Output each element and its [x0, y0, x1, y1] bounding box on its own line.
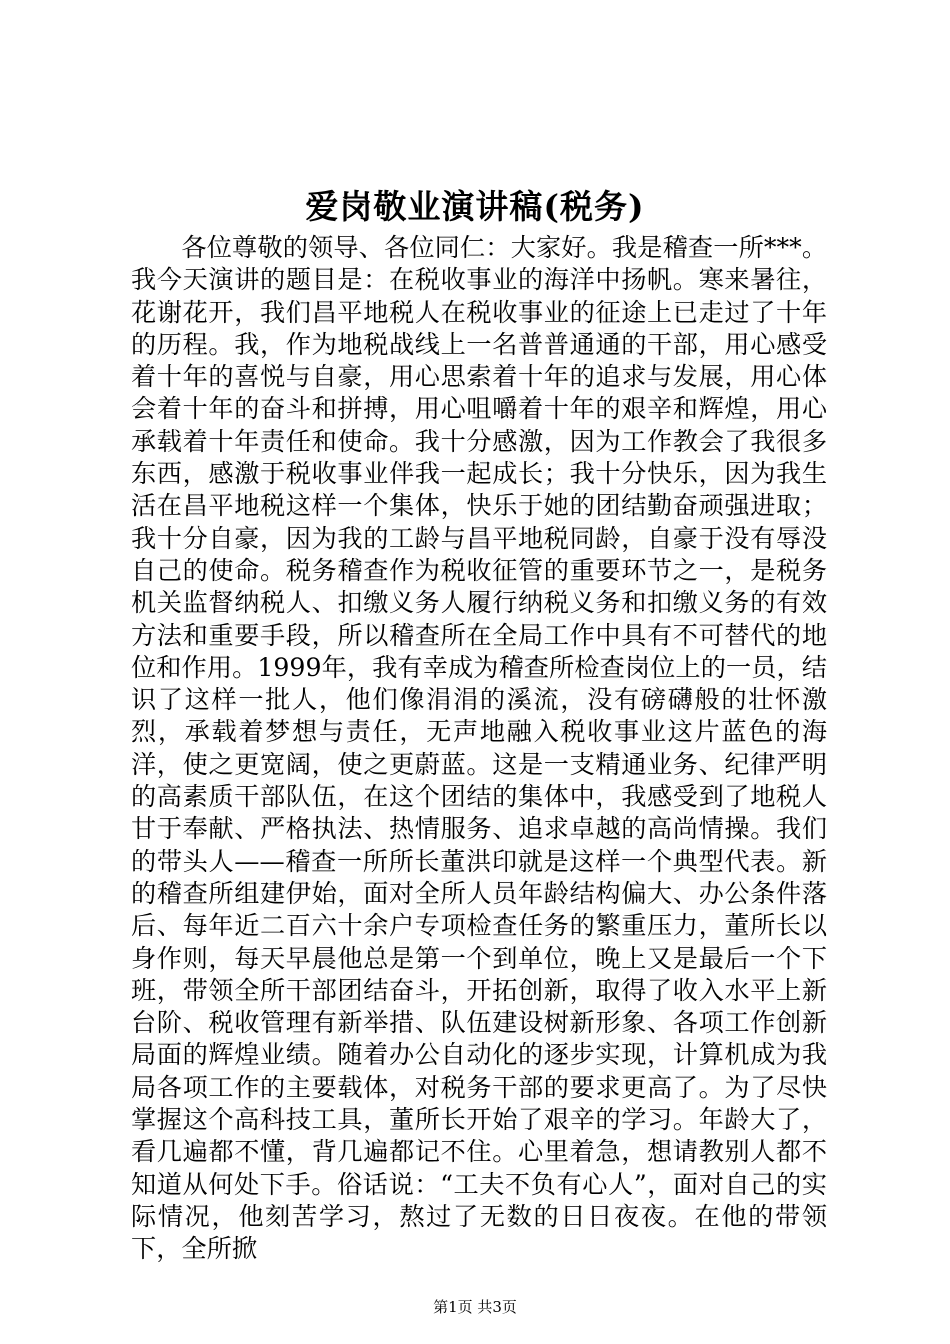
document-title: 爱岗敬业演讲稿(税务)	[305, 187, 645, 226]
document-body-paragraph: 各位尊敬的领导、各位同仁：大家好。我是稽查一所***。我今天演讲的题目是：在税收事业的海洋中扬帆。寒来暑往，花谢花开，我们昌平地税人在税收事业的征途上已走过了十年的历程。我，作为地税战线上一名普普通通的干部，用心感受着十年的喜悦与自豪，用心思索着十年的追求与发展，用心体会着十年的奋斗和拼搏，用心咀嚼着十年的艰辛和辉煌，用心承载着十年责任和使命。我十分感激，因为工作教会了我很多东西，感激于税收事业伴我一起成长；我十分快乐，因为我生活在昌平地税这样一个集体，快乐于她的团结勤奋顽强进取；我十分自豪，因为我的工龄与昌平地税同龄，自豪于没有辱没自己的使命。税务稽查作为税收征管的重要环节之一，是税务机关监督纳税人、扣缴义务人履行纳税义务和扣缴义务的有效方法和重要手段，所以稽查所在全局工作中具有不可替代的地位和作用。1999年，我有幸成为稽查所检查岗位上的一员，结识了这样一批人，他们像涓涓的溪流，没有磅礴般的壮怀激烈，承载着梦想与责任，无声地融入税收事业这片蓝色的海洋，使之更宽阔，使之更蔚蓝。这是一支精通业务、纪律严明的高素质干部队伍，在这个团结的集体中，我感受到了地税人甘于奉献、严格执法、热情服务、追求卓越的高尚情操。我们的带头人——稽查一所所长董洪印就是这样一个典型代表。新的稽查所组建伊始，面对全所人员年龄结构偏大、办公条件落后、每年近二百六十余户专项检查任务的繁重压力，董所长以身作则，每天早晨他总是第一个到单位，晚上又是最后一个下班，带领全所干部团结奋斗，开拓创新，取得了收入水平上新台阶、税收管理有新举措、队伍建设树新形象、各项工作创新局面的辉煌业绩。随着办公自动化的逐步实现，计算机成为我局各项工作的主要载体，对税务干部的要求更高了。为了尽快掌握这个高科技工具，董所长开始了艰辛的学习。年龄大了，看几遍都不懂，背几遍都记不住。心里着急，想请教别人都不知道从何处下手。俗话说：“工夫不负有心人”，面对自己的实际情况，他刻苦学习，熬过了无数的日日夜夜。在他的带领下，全所掀	[131, 233, 827, 1264]
page-number-footer: 第1页 共3页	[433, 1298, 517, 1316]
